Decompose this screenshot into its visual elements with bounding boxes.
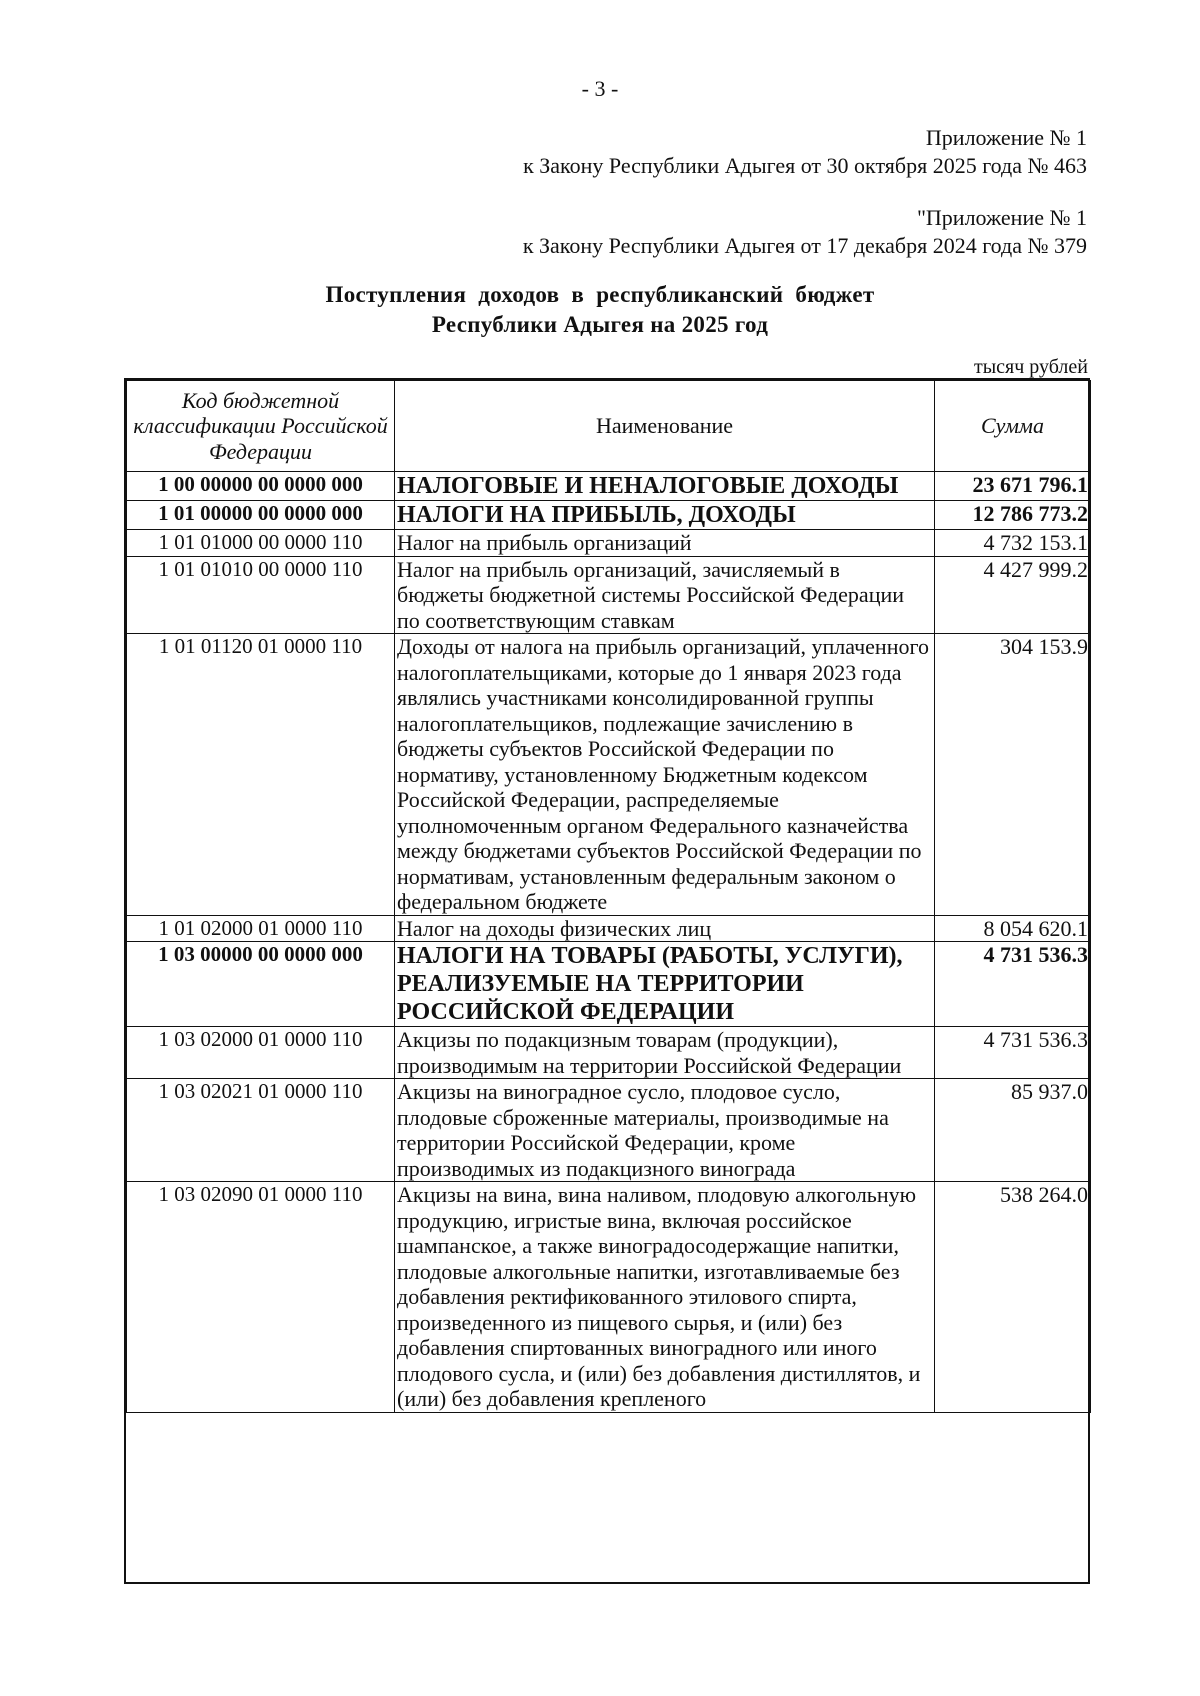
row-name: Доходы от налога на прибыль организаций, уплаченного налогоплательщиками, которые до 1 января 2023 года являлись участниками консолидированной группы налогоплательщиков, подлежащие зачислению в бюджеты субъектов Российской Федерации по нормативу, установленному Бюджетным кодексом Российской Федерации, распределяемые уполномоченным органом Федерального казначейства между бюджетами субъектов Российской Федерации по нормативам, установленным федеральным законом о федеральном бюджете	[395, 634, 935, 916]
table-row	[127, 1182, 1091, 1413]
title-line1: Поступления доходов в республиканский бюджет	[325, 282, 875, 307]
row-amount: 304 153.9	[935, 634, 1091, 916]
row-amount: 4 427 999.2	[935, 556, 1091, 634]
row-amount: 538 264.0	[935, 1182, 1091, 1413]
row-code: 1 03 02021 01 0000 110	[127, 1079, 395, 1182]
income-table	[126, 380, 1091, 1413]
page-number: - 3 -	[581, 76, 619, 101]
row-code: 1 01 02000 01 0000 110	[127, 915, 395, 942]
row-amount: 23 671 796.1	[935, 472, 1091, 501]
row-code: 1 03 02000 01 0000 110	[127, 1027, 395, 1079]
row-name: Налог на прибыль организаций, зачисляемый в бюджеты бюджетной системы Российской Федерации по соответствующим ставкам	[395, 556, 935, 634]
table-row	[127, 530, 1091, 557]
row-code: 1 03 02090 01 0000 110	[127, 1182, 395, 1413]
appendix-original-line2: к Закону Республики Адыгея от 17 декабря 2024 года № 379	[522, 233, 1087, 258]
row-amount: 4 731 536.3	[935, 942, 1091, 1027]
header-name: Наименование	[395, 381, 935, 472]
header-amount: Сумма	[935, 381, 1091, 472]
appendix-reference-original	[523, 204, 1087, 260]
row-name: Акцизы на вина, вина наливом, плодовую алкогольную продукцию, игристые вина, включая российское шампанское, а также виноградосодержащие напитки, плодовые алкогольные напитки, изготавливаемые без добавления ректификованного этилового спирта, произведенного из пищевого сырья, и (или) без добавления спиртованных виноградного или иного плодового сусла, и (или) без добавления дистиллятов, и (или) без добавления крепленого	[395, 1182, 935, 1413]
table-row	[127, 915, 1091, 942]
table-header-row	[127, 381, 1091, 472]
row-code: 1 01 01010 00 0000 110	[127, 556, 395, 634]
row-name: НАЛОГОВЫЕ И НЕНАЛОГОВЫЕ ДОХОДЫ	[395, 472, 935, 501]
table-row	[127, 1079, 1091, 1182]
table-row	[127, 634, 1091, 916]
row-name: Акцизы на виноградное сусло, плодовое сусло, плодовые сброженные материалы, производимые на территории Российской Федерации, кроме производимых из подакцизного винограда	[395, 1079, 935, 1182]
appendix-original-line1: "Приложение № 1	[916, 205, 1087, 230]
row-amount: 4 732 153.1	[935, 530, 1091, 557]
row-code: 1 03 00000 00 0000 000	[127, 942, 395, 1027]
row-name: НАЛОГИ НА ТОВАРЫ (РАБОТЫ, УСЛУГИ), РЕАЛИЗУЕМЫЕ НА ТЕРРИТОРИИ РОССИЙСКОЙ ФЕДЕРАЦИИ	[395, 942, 935, 1027]
table-row	[127, 501, 1091, 530]
table-row	[127, 942, 1091, 1027]
appendix-reference-current	[523, 124, 1087, 180]
table-clip	[124, 378, 1092, 1586]
row-name: Акцизы по подакцизным товарам (продукции), производимым на территории Российской Федерации	[395, 1027, 935, 1079]
table-row	[127, 472, 1091, 501]
row-code: 1 01 01120 01 0000 110	[127, 634, 395, 916]
header-code: Код бюджетной классификации Российской Федерации	[127, 381, 395, 472]
units-label: тысяч рублей	[973, 356, 1088, 378]
table-row	[127, 556, 1091, 634]
row-amount: 12 786 773.2	[935, 501, 1091, 530]
row-name: Налог на прибыль организаций	[395, 530, 935, 557]
row-code: 1 00 00000 00 0000 000	[127, 472, 395, 501]
row-amount: 8 054 620.1	[935, 915, 1091, 942]
row-code: 1 01 00000 00 0000 000	[127, 501, 395, 530]
row-name: Налог на доходы физических лиц	[395, 915, 935, 942]
row-amount: 4 731 536.3	[935, 1027, 1091, 1079]
row-code: 1 01 01000 00 0000 110	[127, 530, 395, 557]
row-name: НАЛОГИ НА ПРИБЫЛЬ, ДОХОДЫ	[395, 501, 935, 530]
appendix-current-line1: Приложение № 1	[925, 125, 1087, 150]
title-line2: Республики Адыгея на 2025 год	[431, 312, 769, 337]
row-amount: 85 937.0	[935, 1079, 1091, 1182]
document-title	[0, 280, 1200, 340]
appendix-current-line2: к Закону Республики Адыгея от 30 октября 2025 года № 463	[523, 153, 1087, 178]
table-row	[127, 1027, 1091, 1079]
